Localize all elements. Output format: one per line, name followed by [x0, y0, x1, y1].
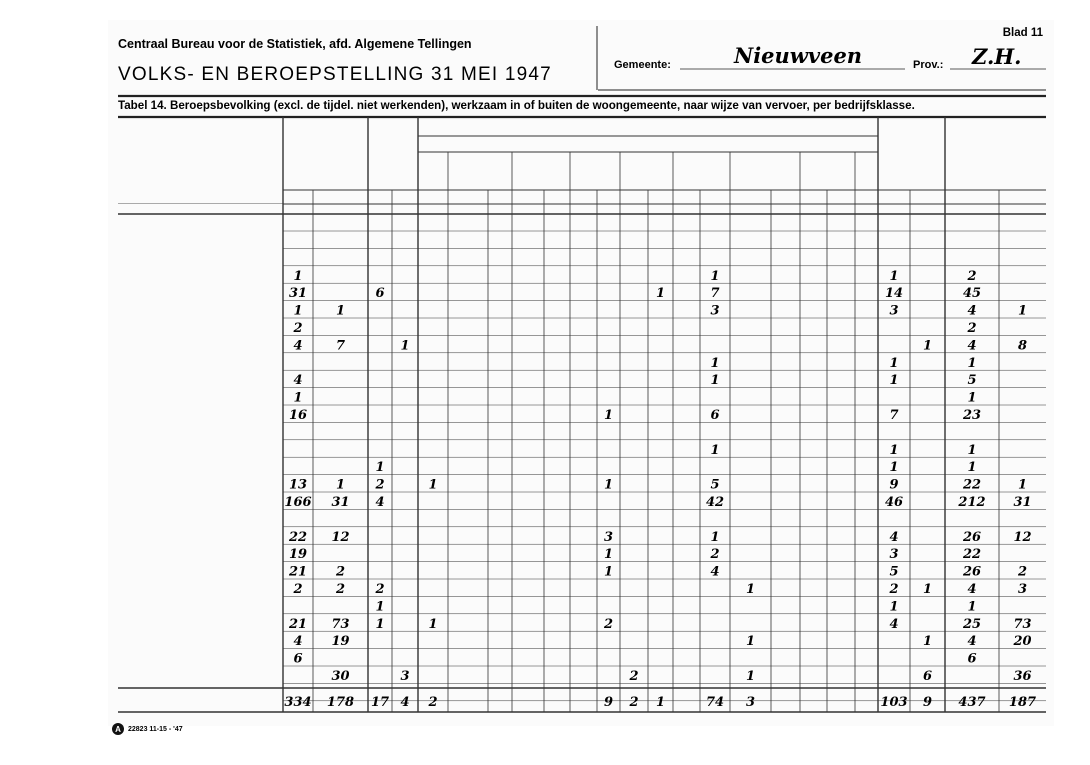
table-cell-entry: 2	[629, 669, 639, 684]
table-cell-entry: 8	[1017, 338, 1028, 354]
table-cell-entry: 73	[1013, 616, 1032, 632]
table-cell-entry: 25	[962, 616, 982, 632]
province-value: Z.H.	[972, 44, 1022, 69]
table-cell-entry: 13	[288, 477, 308, 493]
table-cell-entry: 1	[745, 634, 756, 650]
table-cell-entry: 4	[967, 303, 977, 319]
table-cell-entry: 166	[284, 495, 312, 510]
table-cell-entry: 2	[375, 582, 385, 597]
table-cell-entry: 2	[967, 321, 977, 336]
total-cell-entry: 103	[880, 695, 908, 710]
table-cell-entry: 1	[710, 529, 720, 545]
table-cell-entry: 4	[293, 634, 303, 650]
province-label: Prov.:	[913, 59, 944, 71]
table-cell-entry: 7	[335, 338, 346, 354]
table-cell-entry: 1	[922, 634, 933, 650]
total-cell-entry: 187	[1008, 695, 1037, 710]
total-cell-entry: 3	[745, 695, 756, 710]
municipality-label: Gemeente:	[614, 59, 671, 71]
table-cell-entry: 1	[967, 355, 977, 371]
bureau-name: Centraal Bureau voor de Statistiek, afd. Algemene Tellingen	[118, 37, 472, 51]
table-cell-entry: 2	[889, 582, 899, 597]
table-cell-entry: 21	[288, 564, 308, 580]
total-cell-entry: 4	[400, 695, 410, 710]
table-cell-entry: 1	[603, 477, 614, 493]
table-cell-entry: 21	[288, 616, 308, 632]
table-cell-entry: 1	[710, 268, 720, 284]
table-cell-entry: 5	[967, 373, 977, 389]
table-cell-entry: 7	[710, 286, 720, 302]
table-cell-entry: 2	[293, 321, 303, 336]
table-cell-entry: 1	[889, 599, 899, 615]
table-cell-entry: 1	[335, 303, 346, 319]
table-cell-entry: 5	[710, 477, 720, 493]
table-cell-entry: 9	[889, 477, 899, 493]
total-cell-entry: 334	[284, 695, 312, 710]
total-cell-entry: 74	[705, 695, 725, 710]
table-cell-entry: 12	[331, 529, 350, 545]
total-cell-entry: 9	[603, 695, 614, 710]
census-title: VOLKS- EN BEROEPSTELLING 31 MEI 1947	[118, 64, 552, 85]
table-cell-entry: 1	[603, 547, 614, 563]
table-cell-entry: 73	[331, 616, 350, 632]
table-cell-entry: 3	[889, 303, 899, 319]
table-cell-entry: 6	[293, 651, 303, 667]
table-cell-entry: 1	[745, 582, 756, 597]
table-title: Tabel 14. Beroepsbevolking (excl. de tijdel. niet werkenden), werkzaam in of buiten de woongemeente, naar wijze van vervoer, per bedrijfsklasse.	[118, 99, 915, 112]
total-cell-entry: 9	[922, 695, 933, 710]
table-cell-entry: 1	[603, 408, 614, 423]
table-cell-entry: 1	[375, 599, 385, 615]
table-cell-entry: 1	[922, 338, 933, 354]
table-cell-entry: 31	[288, 286, 308, 302]
municipality-value: Nieuwveen	[734, 43, 863, 68]
table-cell-entry: 4	[967, 582, 977, 597]
table-cell-entry: 1	[710, 355, 720, 371]
total-cell-entry: 17	[370, 695, 390, 710]
table-cell-entry: 2	[710, 547, 720, 563]
table-cell-entry: 12	[1013, 529, 1032, 545]
table-cell-entry: 3	[1017, 582, 1028, 597]
table-cell-entry: 2	[603, 616, 614, 632]
table-cell-entry: 1	[603, 564, 614, 580]
table-cell-entry: 1	[655, 286, 666, 302]
table-cell-entry: 1	[710, 442, 720, 458]
table-cell-entry: 4	[710, 564, 720, 580]
table-cell-entry: 31	[1013, 495, 1032, 510]
table-cell-entry: 22	[288, 529, 308, 545]
table-cell-entry: 1	[745, 669, 756, 684]
table-cell-entry: 1	[922, 582, 933, 597]
table-cell-entry: 1	[967, 599, 977, 615]
table-cell-entry: 1	[293, 303, 303, 319]
table-cell-entry: 1	[967, 460, 977, 476]
table-cell-entry: 1	[889, 460, 899, 476]
total-cell-entry: 2	[629, 695, 639, 710]
table-cell-entry: 42	[705, 495, 725, 510]
table-cell-entry: 1	[428, 616, 438, 632]
table-cell-entry: 3	[710, 303, 720, 319]
table-cell-entry: 31	[331, 495, 350, 510]
table-cell-entry: 1	[335, 477, 346, 493]
table-cell-entry: 1	[293, 268, 303, 284]
sheet-number: Blad 11	[1002, 27, 1043, 39]
table-cell-entry: 1	[889, 373, 899, 389]
table-cell-entry: 2	[967, 268, 977, 284]
table-cell-entry: 6	[375, 286, 385, 302]
table-cell-entry: 2	[335, 582, 346, 597]
table-cell-entry: 1	[889, 355, 899, 371]
table-cell-entry: 1	[889, 442, 899, 458]
table-cell-entry: 4	[293, 338, 303, 354]
total-cell-entry: 178	[326, 695, 355, 710]
table-cell-entry: 22	[962, 547, 982, 563]
table-cell-entry: 2	[335, 564, 346, 580]
table-cell-entry: 30	[331, 669, 350, 684]
table-cell-entry: 14	[884, 286, 904, 302]
total-cell-entry: 1	[655, 695, 666, 710]
table-cell-entry: 7	[889, 408, 899, 423]
table-cell-entry: 6	[710, 408, 720, 423]
table-cell-entry: 4	[889, 616, 899, 632]
table-cell-entry: 5	[889, 564, 899, 580]
table-cell-entry: 1	[1017, 303, 1028, 319]
table-cell-entry: 45	[962, 286, 982, 302]
table-cell-entry: 1	[375, 616, 385, 632]
table-cell-entry: 6	[967, 651, 977, 667]
table-cell-entry: 3	[400, 669, 410, 684]
printer-mark-glyph: A	[115, 725, 121, 734]
table-cell-entry: 6	[922, 669, 933, 684]
table-cell-entry: 1	[967, 442, 977, 458]
table-cell-entry: 4	[889, 529, 899, 545]
table-cell-entry: 23	[962, 408, 982, 423]
table-cell-entry: 1	[710, 373, 720, 389]
table-cell-entry: 19	[331, 634, 350, 650]
table-cell-entry: 19	[288, 547, 308, 563]
table-cell-entry: 3	[603, 529, 614, 545]
table-cell-entry: 36	[1013, 669, 1032, 684]
table-cell-entry: 16	[288, 408, 308, 423]
table-cell-entry: 1	[293, 390, 303, 406]
table-cell-entry: 4	[967, 338, 977, 354]
table-cell-entry: 1	[400, 338, 410, 354]
table-cell-entry: 20	[1013, 634, 1032, 650]
table-cell-entry: 2	[293, 582, 303, 597]
table-cell-entry: 1	[428, 477, 438, 493]
table-cell-entry: 1	[1017, 477, 1028, 493]
form-paper	[108, 20, 1054, 726]
table-cell-entry: 1	[375, 460, 385, 476]
print-code: 22823 11-15 - '47	[128, 726, 183, 733]
table-cell-entry: 4	[967, 634, 977, 650]
table-cell-entry: 2	[375, 477, 385, 493]
table-cell-entry: 4	[293, 373, 303, 389]
table-cell-entry: 1	[889, 268, 899, 284]
table-cell-entry: 26	[962, 529, 982, 545]
table-cell-entry: 4	[375, 495, 385, 510]
table-cell-entry: 26	[962, 564, 982, 580]
total-cell-entry: 2	[428, 695, 438, 710]
table-cell-entry: 212	[958, 495, 986, 510]
table-cell-entry: 1	[967, 390, 977, 406]
table-cell-entry: 2	[1017, 564, 1028, 580]
table-cell-entry: 3	[889, 547, 899, 563]
total-cell-entry: 437	[958, 695, 986, 710]
table-cell-entry: 46	[884, 495, 904, 510]
table-cell-entry: 22	[962, 477, 982, 493]
